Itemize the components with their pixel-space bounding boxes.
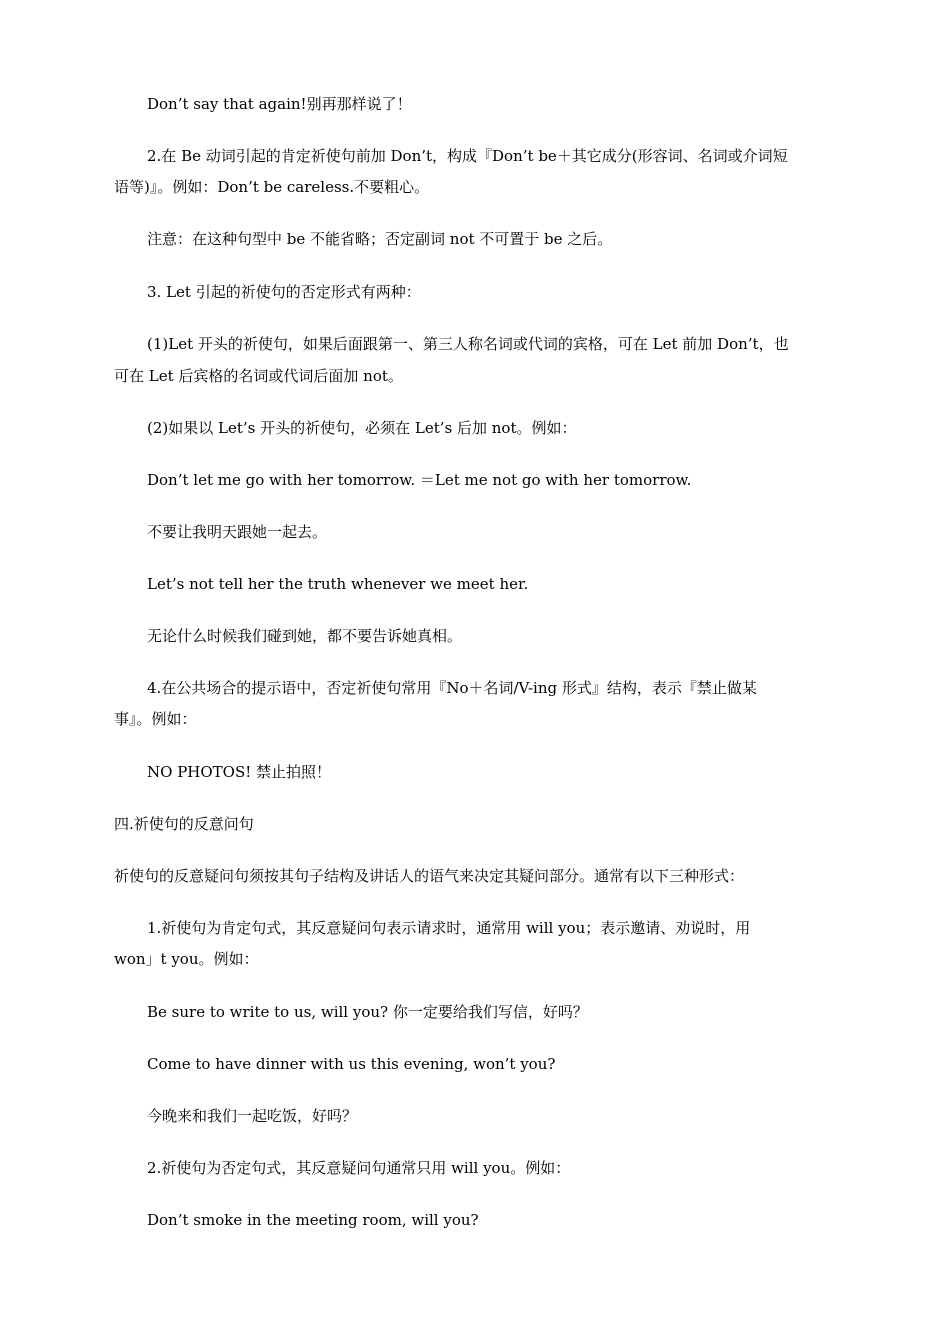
text-line: (2)如果以 Let’s 开头的祈使句，必须在 Let’s 后加 not。例如： (147, 419, 577, 437)
text-line: Don’t let me go with her tomorrow. ＝Let me not go with her tomorrow. (147, 471, 692, 489)
text-line: 祈使句的反意疑问句须按其句子结构及讲话人的语气来决定其疑问部分。通常有以下三种形式： (114, 867, 745, 885)
section-heading: 四.祈使句的反意问句 (114, 815, 254, 833)
text-line: 3. Let 引起的祈使句的否定形式有两种： (147, 283, 421, 301)
text-line: won」t you。例如： (114, 950, 259, 968)
text-line: 语等)』。例如：Don’t be careless.不要粗心。 (114, 178, 430, 196)
text-line: 事』。例如： (114, 710, 197, 728)
text-line: 注意：在这种句型中 be 不能省略；否定副词 not 不可置于 be 之后。 (147, 230, 613, 248)
text-line: Come to have dinner with us this evening, won’t you? (147, 1055, 556, 1073)
text-line: 不要让我明天跟她一起去。 (147, 523, 328, 541)
text-line: Don’t smoke in the meeting room, will you? (147, 1211, 479, 1229)
text-line: Be sure to write to us, will you? 你一定要给我们写信，好吗？ (147, 1003, 588, 1021)
text-line: Don’t say that again!别再那样说了！ (147, 95, 412, 113)
text-line: 1.祈使句为肯定句式，其反意疑问句表示请求时，通常用 will you；表示邀请、劝说时，用 (147, 919, 751, 937)
text-line: (1)Let 开头的祈使句，如果后面跟第一、第三人称名词或代词的宾格，可在 Let 前加 Don’t，也 (147, 335, 789, 353)
text-line: Let’s not tell her the truth whenever we meet her. (147, 575, 529, 593)
text-line: 2.在 Be 动词引起的肯定祈使句前加 Don’t，构成『Don’t be＋其它成分(形容词、名词或介词短 (147, 147, 788, 165)
text-line: 今晚来和我们一起吃饭，好吗？ (147, 1107, 358, 1125)
text-line: 无论什么时候我们碰到她，都不要告诉她真相。 (147, 627, 463, 645)
text-line: 4.在公共场合的提示语中，否定祈使句常用『No＋名词/V-ing 形式』结构，表示『禁止做某 (147, 679, 757, 697)
text-line: NO PHOTOS! 禁止拍照！ (147, 763, 332, 781)
text-line: 2.祈使句为否定句式，其反意疑问句通常只用 will you。例如： (147, 1159, 571, 1177)
text-line: 可在 Let 后宾格的名词或代词后面加 not。 (114, 367, 403, 385)
